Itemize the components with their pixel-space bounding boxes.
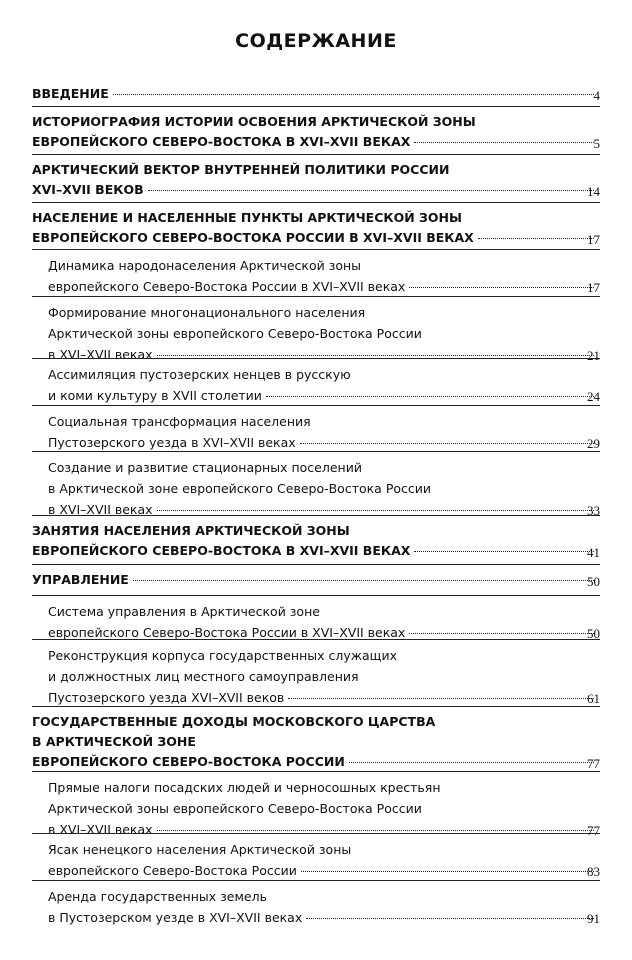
page-number: 21 [587,348,600,363]
toc-entry-line [0,645,632,666]
toc-entry-text: в Арктической зоне европейского Северо-Востока России [48,481,431,496]
toc-entry-line [0,687,632,708]
toc-entry-line [0,601,632,622]
toc-entry-text: ИСТОРИОГРАФИЯ ИСТОРИИ ОСВОЕНИЯ АРКТИЧЕСКОЙ ЗОНЫ [32,114,476,129]
page-number: 41 [587,545,600,560]
dot-leader [148,190,594,191]
toc-entry-text: Реконструкция корпуса государственных служащих [48,648,397,663]
entry-separator [32,405,600,406]
entry-separator [32,515,600,516]
toc-section-entry[interactable] [0,302,632,365]
toc-entry-line [0,752,632,772]
page-number: 77 [587,756,600,771]
entry-separator [32,595,600,596]
toc-entry-text: ЕВРОПЕЙСКОГО СЕВЕРО-ВОСТОКА РОССИИ В XVI–XVII ВЕКАХ [32,230,474,245]
toc-entry-text: Арктической зоны европейского Северо-Востока России [48,801,422,816]
toc-entry-text: Аренда государственных земель [48,889,267,904]
toc-entry-line [0,860,632,881]
entry-separator [32,880,600,881]
page-number: 29 [587,436,600,451]
page-number: 24 [587,389,600,404]
toc-chapter-entry[interactable] [0,521,632,561]
toc-entry-text: ЕВРОПЕЙСКОГО СЕВЕРО-ВОСТОКА РОССИИ [32,754,345,769]
entry-separator [32,706,600,707]
toc-entry-line [0,886,632,907]
toc-entry-text: Прямые налоги посадских людей и черносошных крестьян [48,780,441,795]
toc-entry-line [0,666,632,687]
toc-entry-text: в XVI–XVII веках [48,822,153,837]
toc-entry-text: Формирование многонационального населения [48,305,366,320]
toc-entry-line [0,411,632,432]
page-title: СОДЕРЖАНИЕ [235,30,397,52]
toc-entry-line [0,385,632,406]
toc-entry-line [0,521,632,541]
dot-leader [409,633,594,634]
dot-leader [301,871,594,872]
dot-leader [288,698,594,699]
toc-entry-line [0,276,632,297]
toc-entry-text: ЗАНЯТИЯ НАСЕЛЕНИЯ АРКТИЧЕСКОЙ ЗОНЫ [32,523,350,538]
page-number: 77 [587,823,600,838]
toc-section-entry[interactable] [0,364,632,406]
toc-chapter-entry[interactable] [0,208,632,248]
toc-entry-line [0,208,632,228]
toc-entry-line [0,478,632,499]
dot-leader [306,918,594,919]
page-number: 14 [587,184,600,199]
dot-leader [300,443,594,444]
dot-leader [414,142,594,143]
toc-entry-text: Социальная трансформация населения [48,414,311,429]
toc-entry-text: Арктической зоны европейского Северо-Востока России [48,326,422,341]
toc-section-entry[interactable] [0,645,632,708]
page-number: 17 [587,280,600,295]
toc-entry-text: НАСЕЛЕНИЕ И НАСЕЛЕННЫЕ ПУНКТЫ АРКТИЧЕСКОЙ ЗОНЫ [32,210,462,225]
entry-separator [32,154,600,155]
entry-separator [32,639,600,640]
dot-leader [414,551,594,552]
dot-leader [349,762,594,763]
toc-entry-text: ЕВРОПЕЙСКОГО СЕВЕРО-ВОСТОКА В XVI–XVII ВЕКАХ [32,543,411,558]
toc-entry-line [0,541,632,561]
toc-entry-text: в XVI–XVII веках [48,347,153,362]
toc-section-entry[interactable] [0,457,632,520]
toc-entry-text: европейского Северо-Востока России в XVI–XVII веках [48,625,406,640]
page-number: 5 [593,136,600,151]
dot-leader [113,94,594,95]
toc-entry-text: ВВЕДЕНИЕ [32,86,109,101]
toc-entry-text: В АРКТИЧЕСКОЙ ЗОНЕ [32,734,196,749]
dot-leader [478,238,594,239]
toc-entry-line [0,84,632,104]
toc-entry-text: ГОСУДАРСТВЕННЫЕ ДОХОДЫ МОСКОВСКОГО ЦАРСТВА [32,714,436,729]
page-number: 91 [587,911,600,926]
toc-section-entry[interactable] [0,839,632,881]
dot-leader [157,355,594,356]
toc-entry-line [0,457,632,478]
page-number: 50 [587,626,600,641]
toc-chapter-entry[interactable] [0,84,632,104]
toc-entry-text: в XVI–XVII веках [48,502,153,517]
dot-leader [157,510,594,511]
page-number: 4 [593,88,600,103]
toc-entry-text: УПРАВЛЕНИЕ [32,572,129,587]
toc-entry-line [0,432,632,453]
toc-entry-text: и должностных лиц местного самоуправления [48,669,359,684]
entry-separator [32,451,600,452]
toc-entry-line [0,255,632,276]
toc-entry-text: ЕВРОПЕЙСКОГО СЕВЕРО-ВОСТОКА В XVI–XVII ВЕКАХ [32,134,411,149]
entry-separator [32,296,600,297]
toc-entry-line [0,798,632,819]
toc-entry-line [0,323,632,344]
entry-separator [32,358,600,359]
toc-entry-text: Динамика народонаселения Арктической зоны [48,258,362,273]
dot-leader [266,396,594,397]
toc-entry-line [0,819,632,840]
toc-section-entry[interactable] [0,411,632,453]
toc-entry-line [0,499,632,520]
toc-entry-text: в Пустозерском уезде в XVI–XVII веках [48,910,303,925]
toc-section-entry[interactable] [0,255,632,297]
page-number: 50 [587,574,600,589]
entry-separator [32,771,600,772]
toc-chapter-entry[interactable] [0,570,632,590]
toc-section-entry[interactable] [0,601,632,643]
toc-section-entry[interactable] [0,777,632,840]
toc-entry-line [0,228,632,248]
toc-chapter-entry[interactable] [0,112,632,152]
toc-entry-text: Ясак ненецкого населения Арктической зоны [48,842,352,857]
dot-leader [133,580,594,581]
toc-chapter-entry[interactable] [0,712,632,772]
toc-entry-line [0,732,632,752]
entry-separator [32,106,600,107]
toc-entry-text: Пустозерского уезда XVI–XVII веков [48,690,285,705]
toc-entry-line [0,712,632,732]
toc-entry-line [0,907,632,928]
toc-entry-text: Пустозерского уезда в XVI–XVII веках [48,435,296,450]
toc-entry-line [0,160,632,180]
toc-chapter-entry[interactable] [0,160,632,200]
toc-entry-text: АРКТИЧЕСКИЙ ВЕКТОР ВНУТРЕННЕЙ ПОЛИТИКИ РОССИИ [32,162,450,177]
toc-entry-line [0,839,632,860]
toc-entry-line [0,302,632,323]
toc-entry-text: XVI–XVII ВЕКОВ [32,182,144,197]
page-number: 17 [587,232,600,247]
entry-separator [32,249,600,250]
page-number: 61 [587,691,600,706]
toc-entry-line [0,180,632,200]
toc-entry-text: Создание и развитие стационарных поселений [48,460,362,475]
toc-entry-line [0,132,632,152]
toc-entry-text: Ассимиляция пустозерских ненцев в русскую [48,367,351,382]
page-number: 83 [587,864,600,879]
entry-separator [32,202,600,203]
toc-entry-text: и коми культуру в XVII столетии [48,388,262,403]
toc-entry-text: европейского Северо-Востока России [48,863,297,878]
dot-leader [409,287,594,288]
toc-entry-line [0,344,632,365]
toc-entry-text: Система управления в Арктической зоне [48,604,320,619]
dot-leader [157,830,594,831]
toc-entry-line [0,112,632,132]
entry-separator [32,564,600,565]
toc-entry-line [0,364,632,385]
toc-section-entry[interactable] [0,886,632,928]
toc-entry-line [0,570,632,590]
page-number: 33 [587,503,600,518]
entry-separator [32,833,600,834]
toc-entry-text: европейского Северо-Востока России в XVI–XVII веках [48,279,406,294]
toc-entry-line [0,777,632,798]
